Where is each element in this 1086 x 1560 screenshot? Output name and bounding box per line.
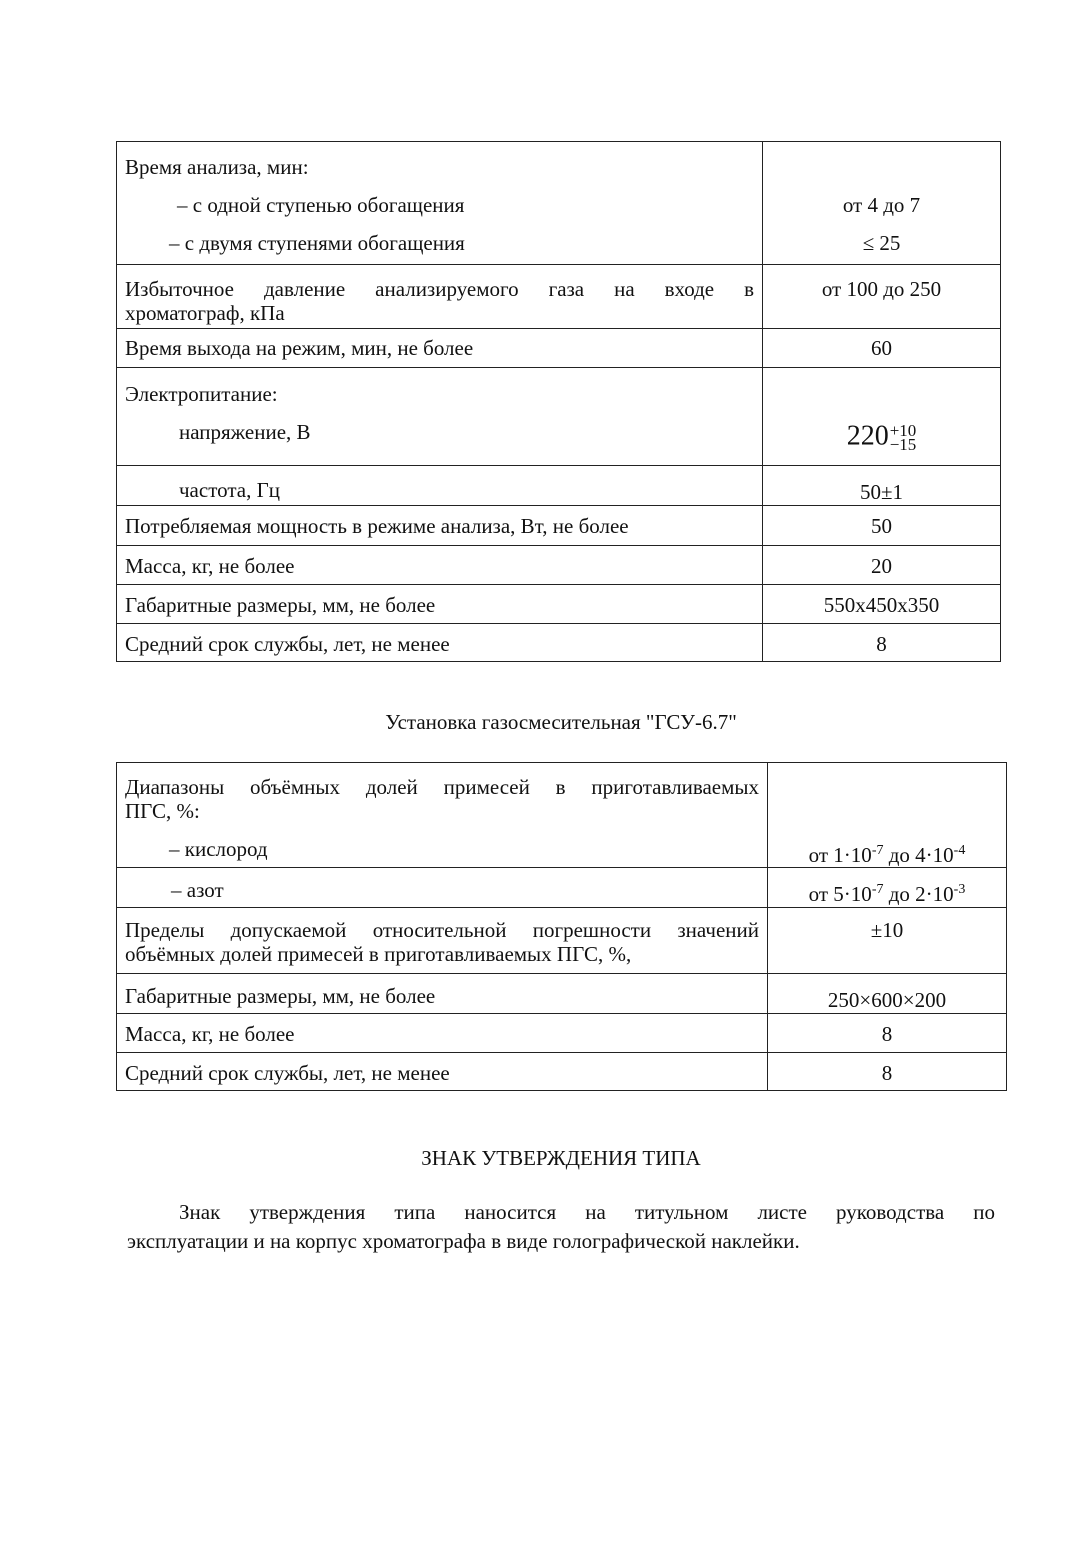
- row-label-line: хроматограф, кПа: [125, 301, 285, 325]
- table-row: [117, 265, 1001, 329]
- table-cell-value: 8: [768, 1014, 1007, 1053]
- table-row: [117, 974, 1007, 1014]
- row-label-line: Пределы допускаемой относительной погрешности значений: [125, 918, 759, 942]
- table-cell-label: [117, 908, 768, 974]
- table-row: [117, 466, 1001, 506]
- table-cell-value: [763, 368, 1001, 466]
- table-row: [117, 546, 1001, 585]
- table-cell-value: ±10: [768, 908, 1007, 974]
- specs-table-gas-mixer: [116, 762, 1007, 1091]
- table-row: [117, 1014, 1007, 1053]
- table-row: [117, 368, 1001, 466]
- table-cell-label: [117, 142, 763, 265]
- table-cell-value: 8: [768, 1053, 1007, 1091]
- table-cell-value: от 100 до 250: [763, 265, 1001, 329]
- section-paragraph: [127, 1198, 995, 1256]
- row-label: – с двумя ступенями обогащения: [169, 231, 465, 255]
- table-cell-label: [117, 368, 763, 466]
- row-value: [771, 154, 992, 192]
- table-cell-label: [117, 265, 763, 329]
- table-cell-value: 550x450x350: [763, 585, 1001, 624]
- paragraph-line: эксплуатации и на корпус хроматографа в виде голографической наклейки.: [127, 1229, 800, 1253]
- table-cell-label: Время выхода на режим, мин, не более: [117, 329, 763, 368]
- table-cell-value: 20: [763, 546, 1001, 585]
- oxygen-range: от $1\cdot 10^{-7}$ до $4\cdot 10^{-4}$: [808, 843, 966, 867]
- table-cell-value: 50: [763, 506, 1001, 546]
- table-cell-label: Габаритные размеры, мм, не более: [117, 585, 763, 624]
- row-label: напряжение, В: [179, 420, 311, 444]
- table-row: [117, 763, 1007, 868]
- table-row: [117, 908, 1007, 974]
- table-cell-label: – азот: [117, 868, 768, 908]
- table-cell-label: Потребляемая мощность в режиме анализа, Вт, не более: [117, 506, 763, 546]
- table-cell-value: [763, 142, 1001, 265]
- table-cell-value: 8: [763, 624, 1001, 662]
- table-row: [117, 868, 1007, 908]
- table-caption: Установка газосмесительная "ГСУ-6.7": [385, 710, 737, 734]
- row-label: Электропитание:: [125, 382, 278, 406]
- table-cell-label: Средний срок службы, лет, не менее: [117, 1053, 768, 1091]
- row-label-line: Диапазоны объёмных долей примесей в приготавливаемых: [125, 775, 759, 799]
- row-value: ≤ 25: [862, 231, 901, 255]
- table-cell-value: 250×600×200: [768, 974, 1007, 1014]
- table-cell-value: [768, 868, 1007, 908]
- voltage-tolerance: 220 +10 −15: [846, 420, 917, 454]
- table-cell-value: 50±1: [763, 466, 1001, 506]
- row-label-line: объёмных долей примесей в приготавливаемых ПГС, %,: [125, 942, 632, 966]
- table-row: [117, 585, 1001, 624]
- table-row: [117, 1053, 1007, 1091]
- table-cell-label: Масса, кг, не более: [117, 1014, 768, 1053]
- row-label: – с одной ступенью обогащения: [177, 193, 465, 217]
- table-cell-label: Средний срок службы, лет, не менее: [117, 624, 763, 662]
- table-row: [117, 142, 1001, 265]
- row-label-line: ПГС, %:: [125, 799, 200, 823]
- table-cell-label: Габаритные размеры, мм, не более: [117, 974, 768, 1014]
- nitrogen-range: от $5\cdot 10^{-7}$ до $2\cdot 10^{-3}$: [808, 882, 966, 906]
- table-row: [117, 329, 1001, 368]
- table-cell-label: Масса, кг, не более: [117, 546, 763, 585]
- row-label-line: Избыточное давление анализируемого газа на входе в: [125, 277, 754, 301]
- table-cell-label: частота, Гц: [117, 466, 763, 506]
- row-label: – кислород: [169, 837, 268, 861]
- table-row: [117, 506, 1001, 546]
- row-label: Время анализа, мин:: [125, 155, 309, 179]
- specs-table-chromatograph: [116, 141, 1001, 662]
- table-cell-label: [117, 763, 768, 868]
- row-value: от 4 до 7: [842, 193, 921, 217]
- section-heading: ЗНАК УТВЕРЖДЕНИЯ ТИПА: [421, 1146, 701, 1170]
- table-cell-value: [768, 763, 1007, 868]
- table-row: [117, 624, 1001, 662]
- paragraph-line: Знак утверждения типа наносится на титульном листе руководства по: [179, 1200, 995, 1224]
- table-cell-value: 60: [763, 329, 1001, 368]
